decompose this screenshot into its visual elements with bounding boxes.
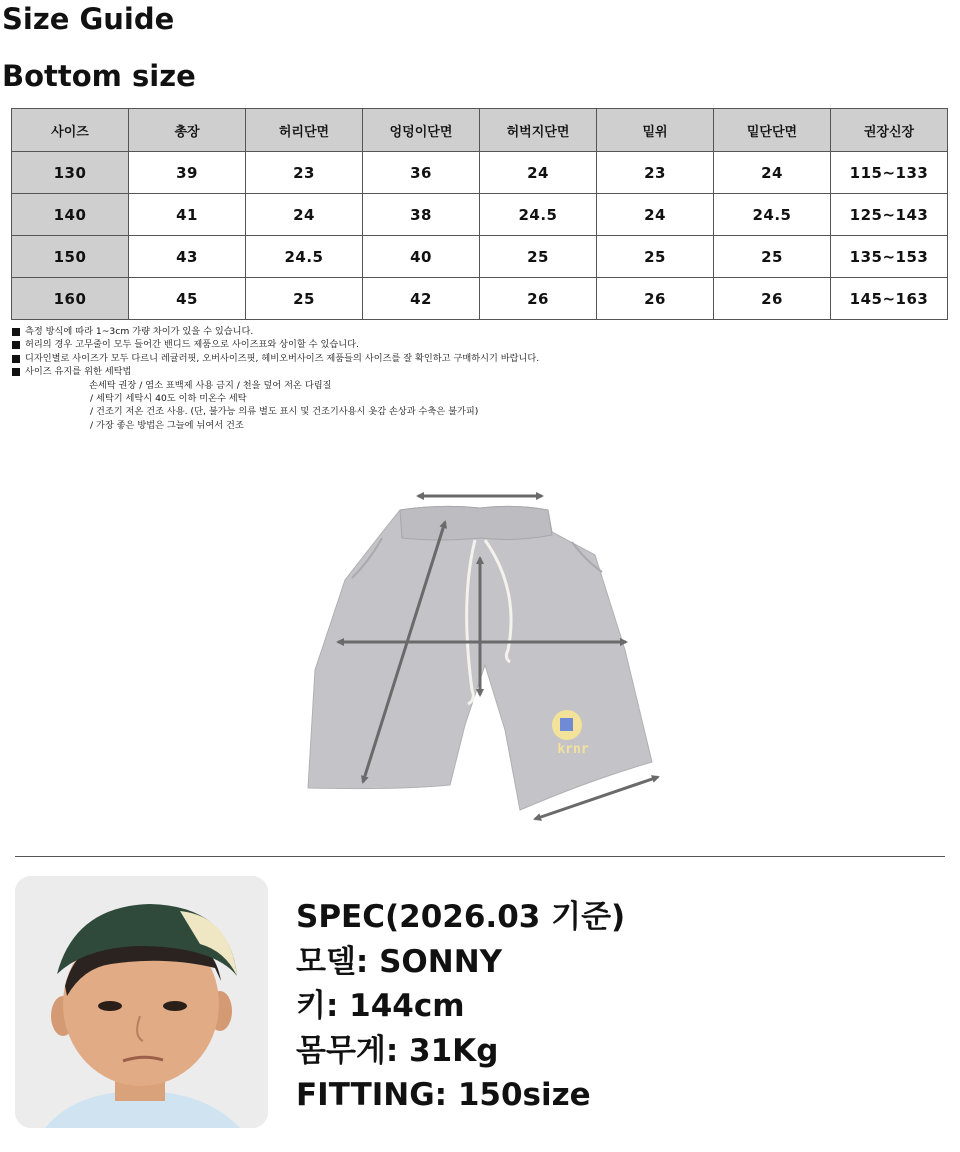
table-cell: 125~143 [831, 194, 948, 236]
care-line: 손세탁 권장 / 염소 표백제 사용 금지 / 천을 덮어 저온 다림질 [89, 379, 332, 391]
note-item [12, 338, 539, 351]
model-spec [296, 895, 625, 1118]
size-table [11, 108, 948, 320]
table-cell: 25 [597, 236, 714, 278]
table-cell: 38 [363, 194, 480, 236]
note-item [12, 365, 539, 378]
table-cell: 42 [363, 278, 480, 320]
table-cell: 25 [480, 236, 597, 278]
note-text: 사이즈 유지를 위한 세탁법 [25, 366, 132, 378]
table-cell: 145~163 [831, 278, 948, 320]
table-cell: 160 [12, 278, 129, 320]
spec-title: SPEC(2026.03 기준) [296, 899, 626, 935]
notes [12, 325, 539, 432]
table-cell: 25 [714, 236, 831, 278]
header-rise: 밑위 [597, 109, 714, 152]
header-size: 사이즈 [12, 109, 129, 152]
table-cell: 45 [129, 278, 246, 320]
table-cell: 25 [246, 278, 363, 320]
spec-height: 키: 144cm [296, 988, 465, 1024]
waistband [400, 506, 552, 540]
note-text: 허리의 경우 고무줄이 모두 들어간 밴디드 제품으로 사이즈표와 상이할 수 있습니다. [25, 339, 359, 351]
table-cell: 23 [597, 152, 714, 194]
table-header-row [12, 109, 948, 152]
header-hem: 밑단단면 [714, 109, 831, 152]
table-cell: 150 [12, 236, 129, 278]
note-item [12, 352, 539, 365]
note-text: 디자인별로 사이즈가 모두 다르니 레귤러핏, 오버사이즈핏, 헤비오버사이즈 제품들의 사이즈를 잘 확인하고 구매하시기 바랍니다. [25, 352, 540, 364]
shorts-measurement-diagram [290, 480, 670, 830]
header-waist: 허리단면 [246, 109, 363, 152]
spec-weight: 몸무게: 31Kg [296, 1032, 499, 1069]
table-row [12, 152, 948, 194]
spec-fitting: FITTING: 150size [296, 1077, 591, 1113]
table-cell: 24 [597, 194, 714, 236]
note-item [12, 325, 539, 338]
bullet-square-icon [12, 355, 20, 363]
header-total-length: 총장 [129, 109, 246, 152]
table-cell: 135~153 [831, 236, 948, 278]
bullet-square-icon [12, 328, 20, 336]
table-cell: 24.5 [480, 194, 597, 236]
spec-model: 모델: SONNY [296, 943, 503, 980]
page-title: Size Guide [2, 2, 175, 36]
care-line: / 건조기 저온 건조 사용. (단, 불가능 의류 별도 표시 및 건조기사용시 옷감 손상과 수축은 불가피) [90, 406, 479, 418]
table-cell: 26 [480, 278, 597, 320]
table-cell: 24 [480, 152, 597, 194]
table-cell: 36 [363, 152, 480, 194]
logo-text: krnr [557, 742, 589, 757]
care-line: / 가장 좋은 방법은 그늘에 뉘여서 건조 [90, 419, 244, 431]
model-portrait-image [15, 876, 268, 1128]
table-cell: 115~133 [831, 152, 948, 194]
bullet-square-icon [12, 341, 20, 349]
header-recommended-height: 권장신장 [831, 109, 948, 152]
table-row [12, 194, 948, 236]
table-cell: 39 [129, 152, 246, 194]
table-row [12, 278, 948, 320]
table-cell: 26 [714, 278, 831, 320]
header-hip: 엉덩이단면 [363, 109, 480, 152]
table-cell: 26 [597, 278, 714, 320]
table-cell: 41 [129, 194, 246, 236]
model-photo [15, 876, 268, 1128]
table-cell: 23 [246, 152, 363, 194]
table-cell: 24 [246, 194, 363, 236]
table-cell: 24.5 [246, 236, 363, 278]
table-cell: 24 [714, 152, 831, 194]
note-text: 측정 방식에 따라 1~3cm 가량 차이가 있을 수 있습니다. [25, 326, 254, 337]
table-cell: 43 [129, 236, 246, 278]
table-cell: 130 [12, 152, 129, 194]
divider [15, 856, 945, 857]
care-line: / 세탁기 세탁시 40도 이하 미온수 세탁 [90, 393, 247, 405]
table-cell: 24.5 [714, 194, 831, 236]
table-cell: 140 [12, 194, 129, 236]
bullet-square-icon [12, 368, 20, 376]
section-title: Bottom size [2, 59, 196, 93]
table-row [12, 236, 948, 278]
header-thigh: 허벅지단면 [480, 109, 597, 152]
table-cell: 40 [363, 236, 480, 278]
